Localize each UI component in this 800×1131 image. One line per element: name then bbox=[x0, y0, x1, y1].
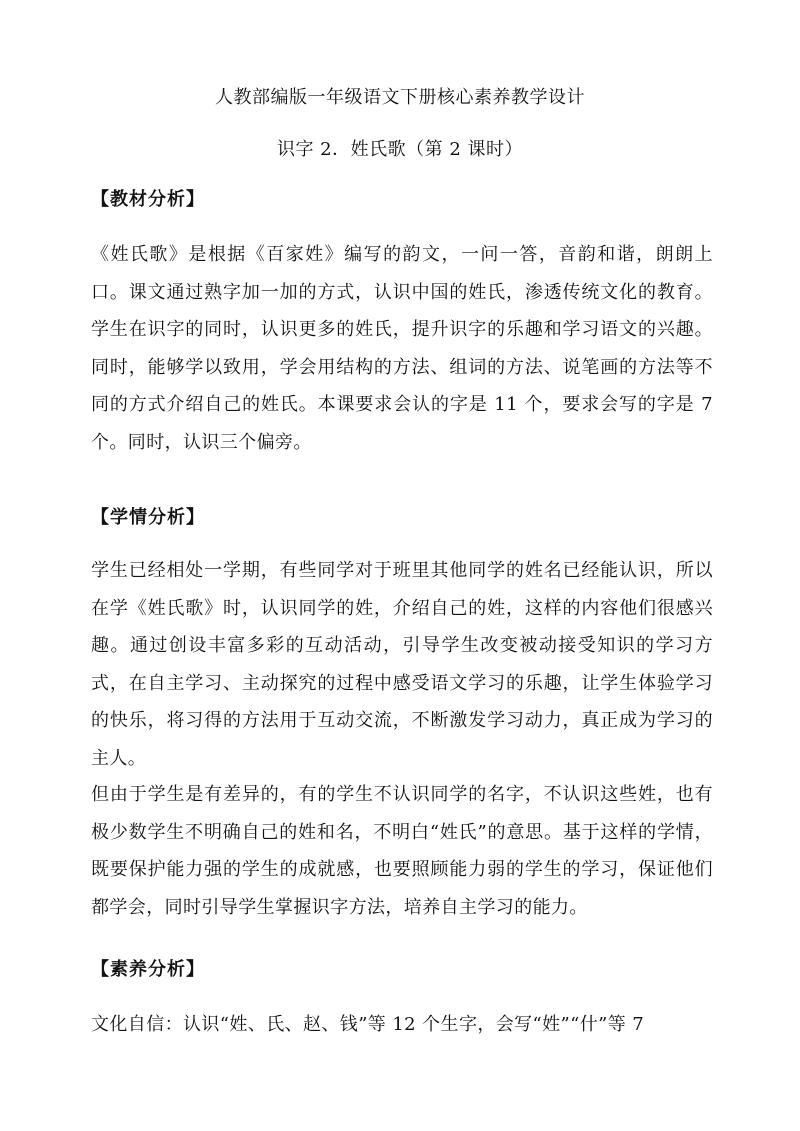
section-heading-textbook-analysis: 【教材分析】 bbox=[91, 189, 205, 210]
section-heading-learner-analysis: 【学情分析】 bbox=[91, 507, 205, 528]
document-subtitle: 识字 2．姓氏歌（第 2 课时） bbox=[276, 139, 524, 160]
paragraph-learner-analysis-2: 但由于学生是有差异的，有的学生不认识同学的名字，不认识这些姓，也有极少数学生不明确自己的姓和名，不明白“姓氏”的意思。基于这样的学情，既要保护能力强的学生的成就感，也要照顾能力弱的学生的学习，保证他们都学会，同时引导学生掌握识字方法，培养自主学习的能力。 bbox=[91, 784, 713, 918]
section-heading-literacy-analysis: 【素养分析】 bbox=[91, 959, 205, 980]
paragraph-learner-analysis-1: 学生已经相处一学期，有些同学对于班里其他同学的姓名已经能认识，所以在学《姓氏歌》时，认识同学的姓，介绍自己的姓，这样的内容他们很感兴趣。通过创设丰富多彩的互动活动，引导学生改变被动接受知识的学习方式，在自主学习、主动探究的过程中感受语文学习的乐趣，让学生体验学习的快乐，将习得的方法用于互动交流，不断激发学习动力，真正成为学习的主人。 bbox=[91, 560, 713, 769]
paragraph-literacy-analysis: 文化自信：认识“姓、氏、赵、钱”等 12 个生字，会写“姓”“什”等 7 bbox=[91, 1014, 645, 1035]
paragraph-textbook-analysis: 《姓氏歌》是根据《百家姓》编写的韵文，一问一答，音韵和谐，朗朗上口。课文通过熟字加一加的方式，认识中国的姓氏，渗透传统文化的教育。学生在识字的同时，认识更多的姓氏，提升识字的乐趣和学习语文的兴趣。同时，能够学以致用，学会用结构的方法、组词的方法、说笔画的方法等不同的方式介绍自己的姓氏。本课要求会认的字是 11 个，要求会写的字是 7 个。同时，认识三个偏旁。 bbox=[91, 244, 713, 453]
document-title: 人教部编版一年级语文下册核心素养教学设计 bbox=[215, 87, 585, 108]
